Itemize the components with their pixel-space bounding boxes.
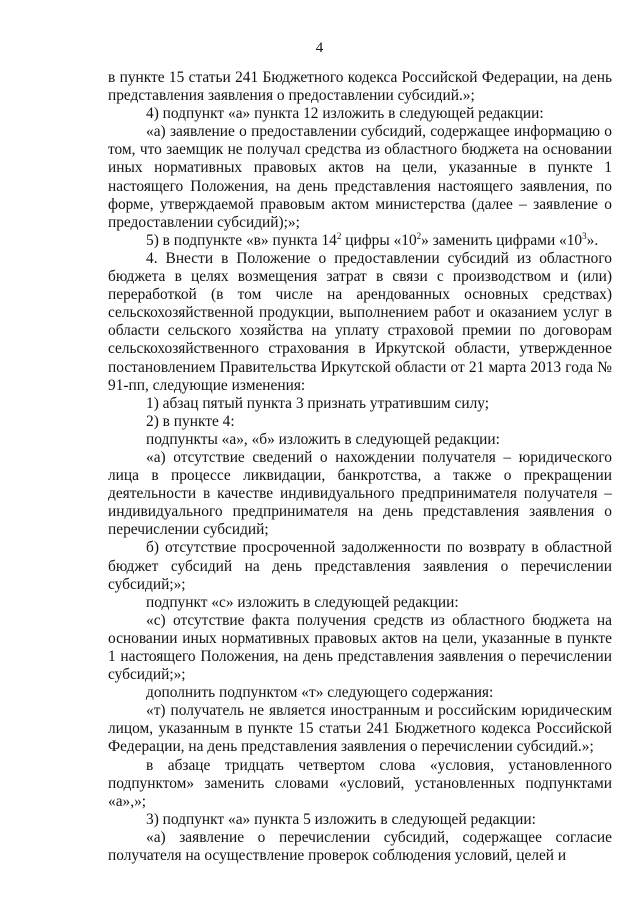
paragraph: 2) в пункте 4: (146, 412, 235, 430)
item5-superscript: 2 (336, 230, 342, 241)
paragraph: «а) отсутствие сведений о нахождении получателя – юридического лица в процессе ликвидации, банкротства, а также о прекращении деятельности в качестве индивидуального предпринимателя получателя – индивидуального предпринимателя на день представления заявления о перечислении субсидий; (108, 448, 612, 539)
paragraph: «а) заявление о предоставлении субсидий, содержащее информацию о том, что заемщик не получал средства из областного бюджета на основании иных нормативных правовых актов на цели, указанные в пункте 1 настоящего Положения, на день представления настоящего заявления, по форме, утверждаемой правовым актом министерства (далее – заявление о предоставлении субсидий);»; (108, 123, 612, 231)
item5-prefix: 5) в подпункте «в» пункта 14 (146, 231, 337, 249)
paragraph: 1) абзац пятый пункта 3 признать утратившим силу; (146, 394, 490, 412)
item5-middle: цифры «10 (341, 231, 417, 249)
item5-suffix: ». (586, 231, 599, 249)
paragraph: б) отсутствие просроченной задолженности по возврату в областной бюджет субсидий на день представления заявления о перечислении субсидий;»; (108, 539, 612, 593)
item5-middle: » заменить цифрами «10 (421, 231, 583, 249)
paragraph: в абзаце тридцать четвертом слова «условия, установленного подпунктом» заменить словами «условий, установленных подпунктами «а»,»; (108, 756, 612, 810)
document-body (108, 69, 612, 865)
paragraph: подпункты «а», «б» изложить в следующей редакции: (146, 430, 500, 448)
item5-superscript: 3 (582, 230, 587, 241)
paragraph: 3) подпункт «а» пункта 5 изложить в следующей редакции: (146, 810, 536, 828)
paragraph: «с) отсутствие факта получения средств из областного бюджета на основании иных нормативных правовых актов на цели, указанные в пункте 1 настоящего Положения, на день представления заявления о перечислении субсидий;»; (108, 611, 612, 684)
paragraph: дополнить подпунктом «т» следующего содержания: (146, 684, 494, 702)
paragraph: 4) подпункт «а» пункта 12 изложить в следующей редакции: (146, 105, 544, 123)
paragraph: «а) заявление о перечислении субсидий, содержащее согласие получателя на осуществление проверок соблюдения условий, целей и (108, 828, 612, 865)
page-number: 4 (315, 40, 324, 56)
paragraph: «т) получатель не является иностранным и российским юридическим лицом, указанным в пункте 15 статьи 241 Бюджетного кодекса Российской Федерации, на день представления заявления о перечислении субсидий.»; (108, 702, 612, 756)
paragraph: подпункт «с» изложить в следующей редакции: (146, 593, 459, 611)
paragraph: 4. Внести в Положение о предоставлении субсидий из областного бюджета в целях возмещения затрат в связи с производством и (или) переработкой (в том числе на арендованных основных средствах) сельскохозяйственной продукции, выполнением работ и оказанием услуг в области сельского хозяйства на уплату страховой премии по договорам сельскохозяйственного страхования в Иркутской области, утвержденное постановлением Правительства Иркутской области от 21 марта 2013 года № 91-пп, следующие изменения: (108, 249, 612, 394)
paragraph-item-5 (108, 232, 612, 250)
item5-superscript: 2 (416, 230, 422, 241)
paragraph: в пункте 15 статьи 241 Бюджетного кодекса Российской Федерации, на день представления заявления о предоставлении субсидий.»; (108, 69, 612, 105)
